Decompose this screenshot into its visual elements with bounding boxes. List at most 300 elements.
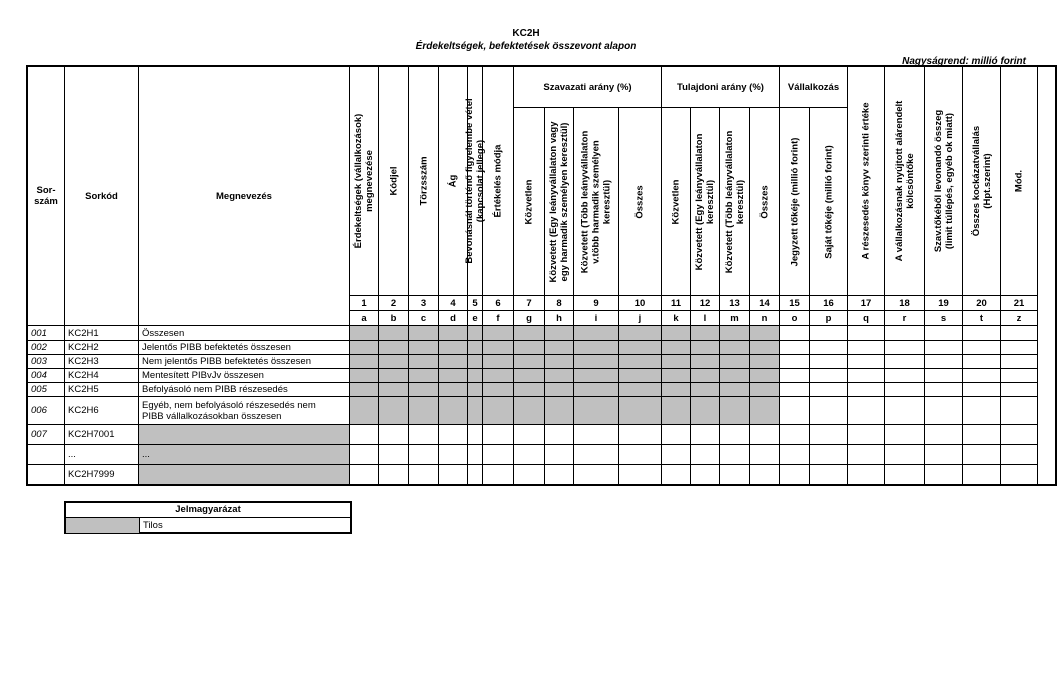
column-header-text: Érdekeltségek (vállalkozások) megnevezése — [353, 113, 375, 249]
data-cell — [545, 326, 574, 341]
data-cell[interactable] — [885, 445, 925, 465]
data-cell[interactable] — [925, 355, 963, 369]
column-letter: h — [545, 311, 574, 326]
data-cell[interactable] — [780, 383, 810, 397]
data-cell — [379, 369, 409, 383]
data-cell[interactable] — [409, 445, 439, 465]
data-cell — [514, 383, 545, 397]
data-cell — [662, 355, 691, 369]
column-header-text: Közvetett (Több leányvállalaton v.több harmadik személyen keresztül) — [579, 130, 613, 273]
data-cell[interactable] — [1001, 397, 1038, 425]
data-cell[interactable] — [720, 465, 750, 485]
column-letter: r — [885, 311, 925, 326]
data-cell[interactable] — [1001, 369, 1038, 383]
column-header-text: Törzsszám — [418, 156, 429, 206]
data-cell — [545, 383, 574, 397]
data-cell[interactable] — [963, 397, 1001, 425]
column-letter: n — [750, 311, 780, 326]
data-cell — [750, 383, 780, 397]
data-cell[interactable] — [925, 397, 963, 425]
data-cell — [750, 397, 780, 425]
data-cell[interactable] — [409, 465, 439, 485]
data-cell[interactable] — [810, 369, 848, 383]
column-letter: c — [409, 311, 439, 326]
data-cell[interactable] — [925, 445, 963, 465]
data-cell[interactable] — [885, 465, 925, 485]
data-cell[interactable] — [810, 341, 848, 355]
data-cell[interactable] — [468, 445, 483, 465]
column-header-o — [780, 108, 810, 296]
data-cell[interactable] — [619, 465, 662, 485]
data-cell[interactable] — [885, 425, 925, 445]
data-cell — [691, 355, 720, 369]
row-sorkod: KC2H2 — [65, 341, 139, 355]
data-cell — [662, 341, 691, 355]
column-header-j — [619, 108, 662, 296]
data-cell[interactable] — [350, 445, 379, 465]
column-header-a — [350, 67, 379, 296]
column-number: 15 — [780, 296, 810, 311]
column-header-r — [885, 67, 925, 296]
column-header-h — [545, 108, 574, 296]
data-cell — [662, 326, 691, 341]
header-sorszam: Sor- szám — [28, 67, 65, 326]
data-cell — [483, 355, 514, 369]
data-cell[interactable] — [379, 425, 409, 445]
data-cell — [619, 326, 662, 341]
data-cell — [350, 369, 379, 383]
data-cell[interactable] — [963, 445, 1001, 465]
data-cell — [350, 341, 379, 355]
column-letter: d — [439, 311, 468, 326]
row-sorkod: KC2H7001 — [65, 425, 139, 445]
column-header-z — [1001, 67, 1038, 296]
column-letter: f — [483, 311, 514, 326]
data-cell[interactable] — [514, 445, 545, 465]
data-cell[interactable] — [379, 465, 409, 485]
data-cell — [619, 369, 662, 383]
data-cell — [439, 383, 468, 397]
row-name — [139, 425, 350, 445]
data-cell[interactable] — [691, 465, 720, 485]
column-number: 2 — [379, 296, 409, 311]
data-cell[interactable] — [1001, 341, 1038, 355]
data-cell[interactable] — [780, 326, 810, 341]
data-cell — [720, 355, 750, 369]
data-cell — [662, 383, 691, 397]
column-number: 12 — [691, 296, 720, 311]
data-cell[interactable] — [780, 397, 810, 425]
data-cell — [514, 355, 545, 369]
column-header-text: Értékelés módja — [492, 144, 504, 218]
column-header-text: Közvetlen — [670, 179, 682, 224]
column-header-l — [691, 108, 720, 296]
column-header-s — [925, 67, 963, 296]
data-cell[interactable] — [925, 326, 963, 341]
row-sorszam — [28, 465, 65, 485]
data-cell — [409, 326, 439, 341]
row-name: ... — [139, 445, 350, 465]
data-cell[interactable] — [780, 425, 810, 445]
data-cell[interactable] — [662, 445, 691, 465]
row-sorszam: 005 — [28, 383, 65, 397]
row-sorszam: 004 — [28, 369, 65, 383]
column-letter: g — [514, 311, 545, 326]
column-header-text: Közvetett (Több leányvállalaton keresztül) — [723, 130, 746, 273]
row-name: Befolyásoló nem PIBB részesedés — [139, 383, 350, 397]
row-name — [139, 465, 350, 485]
data-cell[interactable] — [848, 425, 885, 445]
row-sorszam: 007 — [28, 425, 65, 445]
data-cell[interactable] — [848, 326, 885, 341]
data-cell[interactable] — [885, 341, 925, 355]
column-header-text: Bevonásnál történő figyelembe vétel (kapcsolat jellege) — [464, 98, 486, 264]
column-header-c — [409, 67, 439, 296]
data-cell — [514, 369, 545, 383]
column-header-text: Jegyzett tőkéje (millió forint) — [789, 137, 800, 266]
data-cell[interactable] — [514, 425, 545, 445]
legend-box — [64, 501, 352, 534]
data-cell[interactable] — [925, 341, 963, 355]
data-cell — [468, 397, 483, 425]
data-cell[interactable] — [545, 465, 574, 485]
row-sorkod: KC2H3 — [65, 355, 139, 369]
data-cell[interactable] — [483, 425, 514, 445]
data-cell — [379, 383, 409, 397]
data-cell — [439, 369, 468, 383]
data-cell[interactable] — [619, 445, 662, 465]
form-code: KC2H — [512, 28, 540, 39]
legend-title: Jelmagyarázat — [66, 503, 350, 518]
data-cell — [409, 341, 439, 355]
data-cell — [574, 369, 619, 383]
data-cell — [720, 326, 750, 341]
data-cell[interactable] — [720, 445, 750, 465]
data-cell — [545, 397, 574, 425]
data-cell[interactable] — [848, 383, 885, 397]
column-number: 6 — [483, 296, 514, 311]
data-cell — [750, 355, 780, 369]
data-cell — [468, 369, 483, 383]
data-cell — [720, 383, 750, 397]
data-cell — [574, 341, 619, 355]
data-cell[interactable] — [720, 425, 750, 445]
data-cell — [350, 326, 379, 341]
group-vallalkozas: Vállalkozás — [780, 67, 848, 108]
header-sorkod: Sorkód — [65, 67, 139, 326]
row-sorkod: KC2H4 — [65, 369, 139, 383]
data-cell[interactable] — [750, 425, 780, 445]
data-cell[interactable] — [925, 465, 963, 485]
data-cell — [379, 341, 409, 355]
column-letter: a — [350, 311, 379, 326]
column-number: 10 — [619, 296, 662, 311]
data-cell — [468, 355, 483, 369]
data-cell[interactable] — [848, 341, 885, 355]
data-cell — [574, 355, 619, 369]
column-header-text: Közvetett (Egy leányvállalaton vagy egy harmadik személyen keresztül) — [548, 120, 570, 283]
data-cell[interactable] — [750, 465, 780, 485]
data-cell[interactable] — [350, 425, 379, 445]
data-cell[interactable] — [963, 341, 1001, 355]
data-cell — [619, 355, 662, 369]
row-sorkod: ... — [65, 445, 139, 465]
data-cell[interactable] — [810, 383, 848, 397]
data-cell — [662, 397, 691, 425]
data-cell — [545, 369, 574, 383]
data-cell[interactable] — [885, 369, 925, 383]
data-cell — [691, 383, 720, 397]
column-header-text: Összes kockázatvállalás (Hpt.szerint) — [970, 125, 993, 237]
column-header-m — [720, 108, 750, 296]
data-cell[interactable] — [780, 341, 810, 355]
data-cell[interactable] — [545, 445, 574, 465]
data-cell — [691, 369, 720, 383]
column-header-text: A vállalkozásnak nyújtott alárendelt kölcsöntőke — [893, 100, 916, 262]
column-number: 5 — [468, 296, 483, 311]
data-cell — [514, 341, 545, 355]
column-number: 1 — [350, 296, 379, 311]
row-sorszam: 001 — [28, 326, 65, 341]
column-letter: s — [925, 311, 963, 326]
data-cell — [574, 383, 619, 397]
row-sorkod: KC2H7999 — [65, 465, 139, 485]
data-cell[interactable] — [810, 445, 848, 465]
data-cell[interactable] — [574, 445, 619, 465]
column-number: 17 — [848, 296, 885, 311]
data-cell — [439, 326, 468, 341]
data-cell[interactable] — [963, 465, 1001, 485]
column-number: 3 — [409, 296, 439, 311]
data-cell — [350, 383, 379, 397]
column-letter: o — [780, 311, 810, 326]
data-table — [28, 67, 1056, 485]
data-cell — [545, 341, 574, 355]
data-cell[interactable] — [1001, 465, 1038, 485]
data-cell — [350, 355, 379, 369]
data-cell[interactable] — [468, 465, 483, 485]
row-sorszam: 006 — [28, 397, 65, 425]
data-cell[interactable] — [810, 397, 848, 425]
data-cell[interactable] — [439, 445, 468, 465]
data-cell[interactable] — [810, 326, 848, 341]
data-cell[interactable] — [963, 326, 1001, 341]
column-letter: l — [691, 311, 720, 326]
column-number: 13 — [720, 296, 750, 311]
row-sorszam: 002 — [28, 341, 65, 355]
data-cell[interactable] — [1001, 445, 1038, 465]
data-cell — [483, 326, 514, 341]
data-cell — [409, 355, 439, 369]
data-cell — [483, 383, 514, 397]
data-cell[interactable] — [963, 383, 1001, 397]
column-letter: q — [848, 311, 885, 326]
data-cell[interactable] — [848, 445, 885, 465]
data-cell[interactable] — [409, 425, 439, 445]
data-cell[interactable] — [885, 355, 925, 369]
data-cell — [483, 397, 514, 425]
data-cell — [379, 355, 409, 369]
data-cell[interactable] — [662, 465, 691, 485]
data-cell[interactable] — [925, 425, 963, 445]
group-tulajdoni: Tulajdoni arány (%) — [662, 67, 780, 108]
data-cell[interactable] — [483, 465, 514, 485]
data-cell[interactable] — [1001, 383, 1038, 397]
data-cell[interactable] — [574, 465, 619, 485]
column-number: 4 — [439, 296, 468, 311]
data-cell — [409, 383, 439, 397]
data-cell — [483, 341, 514, 355]
column-header-f — [483, 67, 514, 296]
data-cell — [720, 341, 750, 355]
data-cell — [379, 326, 409, 341]
data-cell — [439, 341, 468, 355]
legend-swatch — [66, 518, 140, 533]
row-name: Egyéb, nem befolyásoló részesedés nem PIBB vállalkozásokban összesen — [139, 397, 350, 425]
data-cell — [514, 397, 545, 425]
row-name: Összesen — [139, 326, 350, 341]
data-cell — [619, 383, 662, 397]
data-cell — [439, 397, 468, 425]
data-cell — [619, 397, 662, 425]
data-cell[interactable] — [691, 425, 720, 445]
column-header-text: A részesedés könyv szerinti értéke — [860, 102, 872, 260]
column-letter: i — [574, 311, 619, 326]
data-cell — [619, 341, 662, 355]
column-header-text: Összes — [634, 184, 646, 219]
data-cell[interactable] — [780, 369, 810, 383]
data-cell[interactable] — [1001, 425, 1038, 445]
data-cell[interactable] — [545, 425, 574, 445]
column-header-text: Összes — [759, 184, 770, 219]
column-header-p — [810, 108, 848, 296]
form-subtitle: Érdekeltségek, befektetések összevont alapon — [415, 41, 637, 52]
data-cell[interactable] — [963, 369, 1001, 383]
table-left-border — [27, 67, 28, 485]
data-cell[interactable] — [780, 445, 810, 465]
legend-item-label: Tilos — [143, 520, 163, 531]
data-cell — [574, 326, 619, 341]
data-cell[interactable] — [848, 369, 885, 383]
column-header-t — [963, 67, 1001, 296]
data-cell[interactable] — [750, 445, 780, 465]
data-cell — [409, 397, 439, 425]
data-cell[interactable] — [885, 326, 925, 341]
data-cell[interactable] — [1001, 326, 1038, 341]
column-header-text: Kódjel — [388, 166, 399, 196]
row-name: Nem jelentős PIBB befektetés összesen — [139, 355, 350, 369]
row-sorkod: KC2H6 — [65, 397, 139, 425]
row-sorszam: 003 — [28, 355, 65, 369]
data-cell[interactable] — [885, 397, 925, 425]
column-header-n — [750, 108, 780, 296]
row-name: Mentesített PIBvJv összesen — [139, 369, 350, 383]
unit-label: Nagyságrend: millió forint — [902, 56, 1026, 67]
column-header-i — [574, 108, 619, 296]
column-number: 7 — [514, 296, 545, 311]
data-cell — [350, 397, 379, 425]
data-cell[interactable] — [848, 465, 885, 485]
data-cell[interactable] — [619, 425, 662, 445]
data-cell[interactable] — [925, 383, 963, 397]
column-header-q — [848, 67, 885, 296]
data-cell[interactable] — [691, 445, 720, 465]
data-cell — [379, 397, 409, 425]
column-number: 19 — [925, 296, 963, 311]
data-cell[interactable] — [810, 425, 848, 445]
data-cell[interactable] — [810, 355, 848, 369]
data-cell[interactable] — [439, 465, 468, 485]
data-cell[interactable] — [514, 465, 545, 485]
data-cell[interactable] — [810, 465, 848, 485]
data-cell[interactable] — [925, 369, 963, 383]
data-cell — [468, 326, 483, 341]
column-letter: k — [662, 311, 691, 326]
data-cell[interactable] — [963, 355, 1001, 369]
column-header-text: Közvetlen — [523, 179, 535, 224]
column-header-text: Saját tőkéje (millió forint) — [823, 144, 834, 259]
data-cell[interactable] — [483, 445, 514, 465]
data-cell[interactable] — [780, 355, 810, 369]
data-cell[interactable] — [848, 355, 885, 369]
data-cell[interactable] — [1001, 355, 1038, 369]
column-header-text: Szav.tőkéből levonandó összeg (limit túllépés, egyéb ok miatt) — [932, 109, 955, 253]
column-header-text: Mód. — [1013, 169, 1025, 193]
data-cell[interactable] — [963, 425, 1001, 445]
column-number: 11 — [662, 296, 691, 311]
data-cell — [691, 341, 720, 355]
group-szavazati: Szavazati arány (%) — [514, 67, 662, 108]
data-cell — [514, 326, 545, 341]
row-sorkod: KC2H1 — [65, 326, 139, 341]
data-cell[interactable] — [848, 397, 885, 425]
data-cell — [691, 397, 720, 425]
data-cell[interactable] — [885, 383, 925, 397]
column-header-e — [464, 67, 486, 296]
header-megnevezes: Megnevezés — [139, 67, 350, 326]
row-name: Jelentős PIBB befektetés összesen — [139, 341, 350, 355]
column-letter: m — [720, 311, 750, 326]
column-letter: j — [619, 311, 662, 326]
data-cell[interactable] — [662, 425, 691, 445]
column-header-g — [514, 108, 545, 296]
data-cell — [545, 355, 574, 369]
data-cell — [750, 369, 780, 383]
data-cell[interactable] — [379, 445, 409, 465]
data-cell — [439, 355, 468, 369]
column-number: 18 — [885, 296, 925, 311]
row-sorkod: KC2H5 — [65, 383, 139, 397]
column-number: 9 — [574, 296, 619, 311]
data-cell[interactable] — [350, 465, 379, 485]
column-number: 16 — [810, 296, 848, 311]
data-cell — [662, 369, 691, 383]
data-cell — [720, 369, 750, 383]
column-letter: z — [1001, 311, 1038, 326]
data-cell — [750, 341, 780, 355]
data-cell — [468, 341, 483, 355]
data-cell — [409, 369, 439, 383]
data-cell[interactable] — [439, 425, 468, 445]
column-letter: t — [963, 311, 1001, 326]
column-letter: p — [810, 311, 848, 326]
data-cell — [483, 369, 514, 383]
data-cell[interactable] — [574, 425, 619, 445]
data-cell — [720, 397, 750, 425]
column-header-text: Ág — [447, 174, 459, 188]
data-cell[interactable] — [780, 465, 810, 485]
data-cell[interactable] — [468, 425, 483, 445]
